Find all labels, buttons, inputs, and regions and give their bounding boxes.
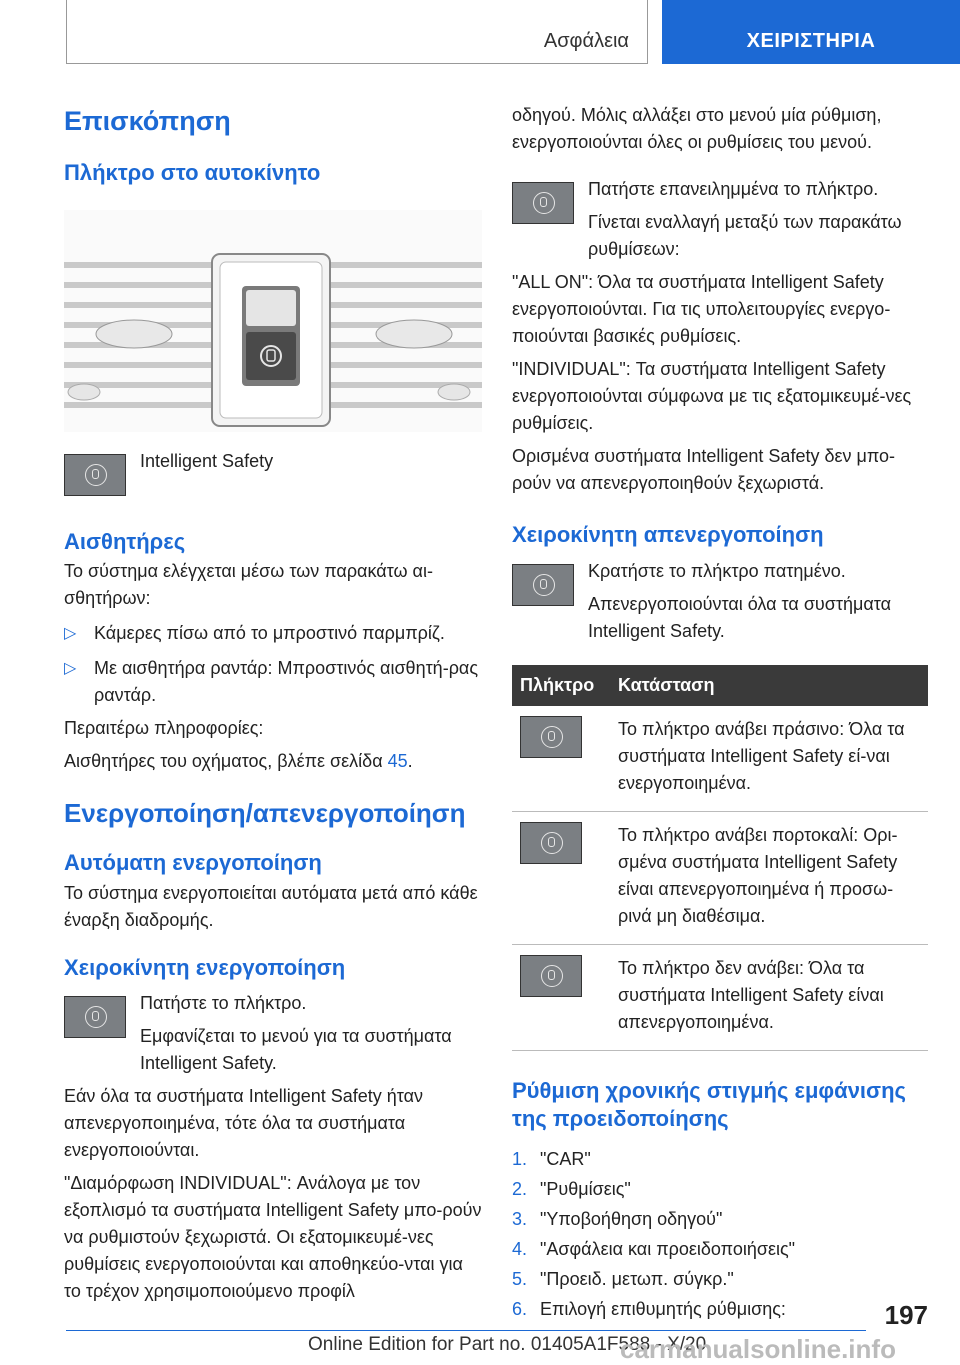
header-chapter-tab	[662, 0, 960, 64]
step-text: "Ασφάλεια και προειδοποιήσεις"	[540, 1238, 796, 1259]
list-item	[512, 1234, 930, 1264]
table-cell-status: Το πλήκτρο ανάβει πράσινο: Όλα τα συστήματα Intelligent Safety εί-ναι ενεργοποιημένα.	[610, 706, 928, 812]
all-off-text: Εάν όλα τα συστήματα Intelligent Safety ήταν απενεργοποιημένα, τότε όλα τα συστήματα ενεργοποιούνται.	[64, 1086, 424, 1161]
all-on-text: "ALL ON": Όλα τα συστήματα Intelligent Safety ενεργοποιούνται. Για τις υπολειτουργίες ενεργο-ποιούνται βασικές ρυθμίσεις.	[512, 272, 891, 346]
step-text: "Υποβοήθηση οδηγού"	[540, 1208, 723, 1229]
intelligent-safety-icon	[64, 454, 126, 496]
menu-shown-text	[64, 1023, 482, 1077]
deactivated-text: Απενεργοποιούνται όλα τα συστήματα Intelligent Safety.	[588, 593, 892, 641]
heading-sensors: Αισθητήρες	[64, 528, 186, 554]
table-row	[512, 811, 928, 944]
dashboard-photo	[64, 210, 482, 432]
heading-warning-timing: Ρύθμιση χρονικής στιγμής εμφάνισης της προειδοποίησης	[512, 1077, 906, 1132]
watermark: carmanualsonline.info	[620, 1334, 896, 1364]
step-number: 1.	[512, 1148, 528, 1169]
manual-activation-block	[64, 990, 482, 1077]
heading-auto-activation: Αυτόματη ενεργοποίηση	[64, 850, 322, 876]
intelligent-safety-icon	[512, 564, 574, 606]
individual-text: "INDIVIDUAL": Τα συστήματα Intelligent Safety ενεργοποιούνται σύμφωνα με τις εξατομικευμέ-νες ρυθμίσεις.	[512, 359, 912, 433]
more-info-label: Περαιτέρω πληροφορίες:	[64, 718, 264, 739]
step-text: "CAR"	[540, 1148, 591, 1169]
heading-manual-deactivation: Χειροκίνητη απενεργοποίηση	[512, 522, 824, 547]
table-cell-icon	[512, 706, 610, 812]
reference-text: Αισθητήρες του οχήματος, βλέπε σελίδα	[64, 751, 388, 772]
step-text: "Ρυθμίσεις"	[540, 1178, 631, 1199]
auto-activation-text: Το σύστημα ενεργοποιείται αυτόματα μετά από κάθε έναρξη διαδρομής.	[64, 882, 478, 930]
triangle-bullet-icon: ▷	[64, 625, 77, 643]
intelligent-safety-icon	[64, 996, 126, 1038]
step-text: Επιλογή επιθυμητής ρύθμισης:	[540, 1298, 786, 1319]
toggle-text: Γίνεται εναλλαγή μεταξύ των παρακάτω ρυθμίσεων:	[588, 212, 902, 259]
header-chapter-label: ΧΕΙΡΙΣΤΗΡΙΑ	[746, 30, 876, 52]
step-number: 3.	[512, 1208, 528, 1229]
list-item	[512, 1204, 930, 1234]
header-section-title: Ασφάλεια	[543, 30, 629, 52]
bullet-text: Με αισθητήρα ραντάρ: Μπροστινός αισθητή-ρας ραντάρ.	[94, 658, 479, 706]
bullet-item-radar	[64, 655, 482, 709]
list-item	[512, 1174, 930, 1204]
step-text: "Προειδ. μετωπ. σύγκρ."	[540, 1268, 734, 1289]
hold-block	[512, 558, 930, 645]
table-cell-icon	[512, 944, 610, 1050]
vent-button-illustration	[64, 210, 482, 432]
heading-button-in-car: Πλήκτρο στο αυτοκίνητο	[64, 160, 321, 186]
heading-overview: Επισκόπηση	[64, 106, 231, 136]
table-cell-status: Το πλήκτρο δεν ανάβει: Όλα τα συστήματα Intelligent Safety είναι απενεργοποιημένα.	[610, 944, 928, 1050]
steps-list	[512, 1144, 930, 1324]
table-cell-status: Το πλήκτρο ανάβει πορτοκαλί: Ορι-σμένα συστήματα Intelligent Safety είναι απενεργοποιημένα ή προσω-ρινά μη διαθέσιμα.	[610, 811, 928, 944]
table-header-status: Κατάσταση	[610, 665, 928, 706]
heading-manual-activation: Χειροκίνητη ενεργοποίηση	[64, 954, 346, 980]
continued-text: οδηγού. Μόλις αλλάξει στο μενού μία ρύθμιση, ενεργοποιούνται όλες οι ρυθμίσεις του μενού.	[512, 105, 882, 152]
page-number: 197	[884, 1300, 928, 1330]
edition-text: Online Edition for Part no. 01405A1F588 - X/20	[308, 1334, 707, 1355]
footer-divider	[66, 1330, 866, 1331]
left-column	[64, 96, 482, 1305]
step-number: 5.	[512, 1268, 528, 1289]
individual-config-text: "Διαμόρφωση INDIVIDUAL": Ανάλογα με τον εξοπλισμό τα συστήματα Intelligent Safety μπο-ρούν να ρυθμιστούν ξεχωριστά. Οι εξατομικευμέ-νες ρυθμίσεις ενεργοποιούνται και αποθηκεύο-νται για το τρέχον χρησιμοποιούμενο προφίλ	[64, 1173, 482, 1302]
press-button-text: Πατήστε το πλήκτρο.	[140, 993, 307, 1014]
list-item	[512, 1144, 930, 1174]
step-number: 2.	[512, 1178, 528, 1199]
table-row	[512, 944, 928, 1050]
bullet-item-cameras	[64, 620, 482, 647]
icon-caption-text: Intelligent Safety	[140, 450, 274, 471]
heading-activation: Ενεργοποίηση/απενεργοποίηση	[64, 798, 466, 829]
intelligent-safety-icon	[520, 716, 582, 758]
press-repeatedly-text: Πατήστε επανειλημμένα το πλήκτρο.	[588, 179, 879, 199]
right-column	[512, 96, 930, 1324]
table-row	[512, 706, 928, 812]
intelligent-safety-caption	[64, 448, 482, 508]
intelligent-safety-icon	[520, 822, 582, 864]
header-section-box	[66, 0, 648, 64]
intelligent-safety-icon	[520, 955, 582, 997]
status-table	[512, 665, 928, 1051]
sensors-reference	[64, 748, 482, 775]
table-cell-icon	[512, 811, 610, 944]
step-number: 6.	[512, 1298, 528, 1319]
press-repeatedly-block	[512, 176, 930, 263]
list-item	[512, 1264, 930, 1294]
reference-period: .	[407, 751, 413, 772]
list-item	[512, 1294, 930, 1324]
hold-text: Κρατήστε το πλήκτρο πατημένο.	[588, 560, 846, 581]
page-link[interactable]: 45	[387, 751, 408, 772]
intelligent-safety-icon	[512, 182, 574, 224]
table-header-button: Πλήκτρο	[512, 665, 610, 706]
triangle-bullet-icon: ▷	[64, 660, 77, 678]
step-number: 4.	[512, 1238, 528, 1259]
menu-shown-span: Εμφανίζεται το μενού για τα συστήματα Intelligent Safety.	[140, 1026, 452, 1074]
some-systems-text: Ορισμένα συστήματα Intelligent Safety δεν μπο-ρούν να απενεργοποιηθούν ξεχωριστά.	[512, 446, 896, 493]
bullet-text: Κάμερες πίσω από το μπροστινό παρμπρίζ.	[94, 623, 445, 644]
sensors-intro: Το σύστημα ελέγχεται μέσω των παρακάτω αι-σθητήρων:	[64, 561, 433, 609]
table-header-row	[512, 665, 928, 706]
